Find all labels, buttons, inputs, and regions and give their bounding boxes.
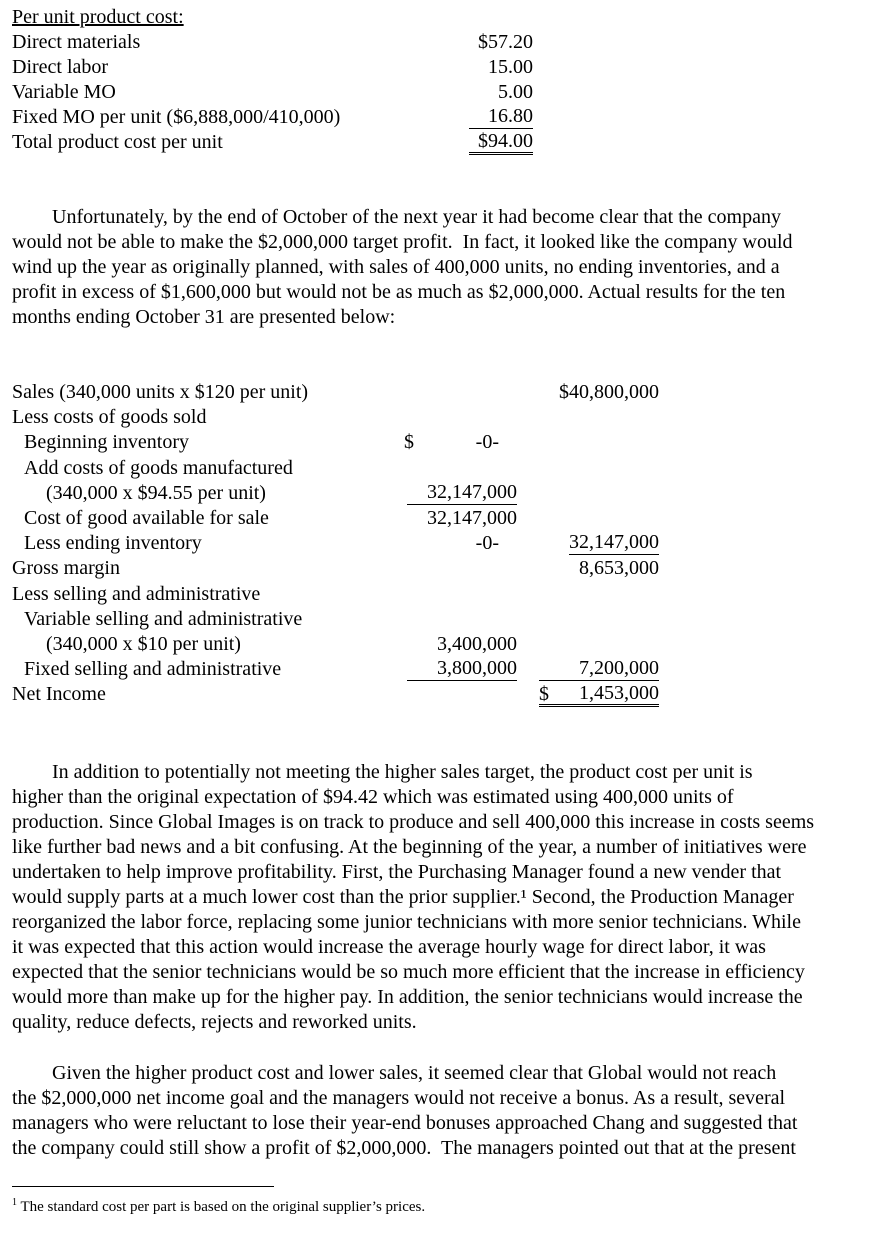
statement-right-value: 32,147,000 xyxy=(569,531,659,554)
footnote xyxy=(12,1197,425,1216)
cost-row-label: Direct labor xyxy=(12,56,109,78)
statement-label: (340,000 x $94.55 per unit) xyxy=(46,481,266,504)
paragraph-line: it was expected that this action would increase the average hourly wage for direct labor, it was xyxy=(12,936,766,958)
cost-row-value: 15.00 xyxy=(488,56,533,78)
statement-label: Less costs of goods sold xyxy=(12,406,207,429)
statement-label: Sales (340,000 units x $120 per unit) xyxy=(12,381,309,403)
statement-label: Fixed selling and administrative xyxy=(24,658,282,681)
statement-right-value: 7,200,000 xyxy=(539,657,659,681)
statement-mid-value: 3,400,000 xyxy=(437,633,517,655)
paragraph-line: undertaken to help improve profitability. First, the Purchasing Manager found a new vender that xyxy=(12,861,782,883)
statement-label: (340,000 x $10 per unit) xyxy=(46,633,241,655)
footnote-divider xyxy=(12,1186,274,1187)
paragraph-line: reorganized the labor force, replacing some junior technicians with more senior technicians. While xyxy=(12,911,801,933)
statement-mid-value: 32,147,000 xyxy=(427,507,517,529)
paragraph-line: months ending October 31 are presented below: xyxy=(12,306,396,328)
paragraph-line: production. Since Global Images is on track to produce and sell 400,000 this increase in costs seems xyxy=(12,811,815,833)
paragraph-line: the company could still show a profit of $2,000,000. The managers pointed out that at the present xyxy=(12,1137,796,1159)
statement-label: Less ending inventory xyxy=(24,532,202,555)
paragraph-line: like further bad news and a bit confusing. At the beginning of the year, a number of initiatives were xyxy=(12,836,807,858)
cost-row-label: Total product cost per unit xyxy=(12,131,223,153)
statement-mid-value: 32,147,000 xyxy=(407,481,517,505)
unit-cost-title: Per unit product cost: xyxy=(12,6,184,28)
statement-mid-value: 3,800,000 xyxy=(407,657,517,681)
paragraph-line: managers who were reluctant to lose their year-end bonuses approached Chang and suggested that xyxy=(12,1112,798,1134)
statement-label: Variable selling and administrative xyxy=(24,607,303,630)
paragraph-line: higher than the original expectation of $94.42 which was estimated using 400,000 units of xyxy=(12,786,734,808)
statement-label: Less selling and administrative xyxy=(12,582,261,605)
statement-label: Add costs of goods manufactured xyxy=(24,456,293,479)
paragraph-line: expected that the senior technicians would be so much more efficient that the increase in efficiency xyxy=(12,961,805,983)
footnote-mark: 1 xyxy=(12,1197,17,1208)
paragraph-line: would more than make up for the higher pay. In addition, the senior technicians would increase the xyxy=(12,986,803,1008)
statement-mid-value: -0- xyxy=(475,431,499,454)
paragraph-line: would not be able to make the $2,000,000 target profit. In fact, it looked like the company would xyxy=(12,231,793,253)
paragraph-line: would supply parts at a much lower cost than the prior supplier.¹ Second, the Production Manager xyxy=(12,886,794,908)
paragraph-line: the $2,000,000 net income goal and the managers would not receive a bonus. As a result, several xyxy=(12,1087,786,1109)
cost-row-value: 5.00 xyxy=(498,81,533,103)
cost-row-value: $94.00 xyxy=(469,130,533,155)
cost-row-value: 16.80 xyxy=(469,105,533,129)
paragraph-line: quality, reduce defects, rejects and reworked units. xyxy=(12,1011,417,1033)
paragraph-line: profit in excess of $1,600,000 but would not be as much as $2,000,000. Actual results for the ten xyxy=(12,281,786,303)
paragraph-line: In addition to potentially not meeting the higher sales target, the product cost per unit is xyxy=(12,761,753,783)
statement-mid-value: -0- xyxy=(475,532,499,555)
cost-row-value: $57.20 xyxy=(478,31,533,53)
dollar-sign: $ xyxy=(539,683,549,706)
statement-right-value: 1,453,000 xyxy=(539,682,659,707)
statement-label: Beginning inventory xyxy=(24,431,189,454)
paragraph-line: wind up the year as originally planned, with sales of 400,000 units, no ending inventories, and a xyxy=(12,256,780,278)
statement-right-value: 8,653,000 xyxy=(579,557,659,580)
paragraph-line: Unfortunately, by the end of October of the next year it had become clear that the company xyxy=(12,206,781,228)
cost-row-label: Variable MO xyxy=(12,81,116,103)
statement-label: Gross margin xyxy=(12,557,120,580)
dollar-sign: $ xyxy=(404,431,414,454)
cost-row-label: Fixed MO per unit ($6,888,000/410,000) xyxy=(12,106,341,128)
statement-right-value: $40,800,000 xyxy=(559,381,659,403)
statement-label: Net Income xyxy=(12,683,106,706)
cost-row-label: Direct materials xyxy=(12,31,141,53)
footnote-text: The standard cost per part is based on the original supplier’s prices. xyxy=(17,1199,426,1215)
paragraph-line: Given the higher product cost and lower sales, it seemed clear that Global would not reach xyxy=(12,1062,777,1084)
statement-label: Cost of good available for sale xyxy=(24,507,269,529)
